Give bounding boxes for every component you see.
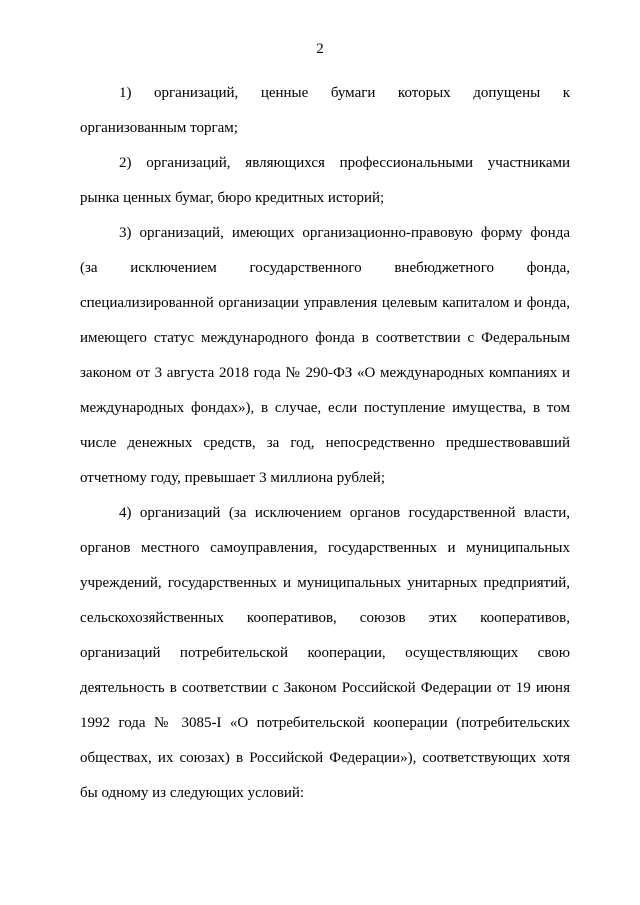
paragraph-2-line-1: 2) организаций, являющихся профессиональными участниками: [119, 155, 570, 171]
paragraph-4-line-2: органов местного самоуправления, государственных и муниципальных: [80, 540, 570, 556]
paragraph-4-line-4: сельскохозяйственных кооперативов, союзов этих кооперативов,: [80, 610, 570, 626]
paragraph-3-line-4: имеющего статус международного фонда в соответствии с Федеральным: [80, 330, 570, 346]
paragraph-2-line-2: рынка ценных бумаг, бюро кредитных историй;: [80, 190, 385, 206]
paragraph-4-line-6: деятельность в соответствии с Законом Российской Федерации от 19 июня: [80, 680, 570, 696]
paragraph-4-line-9: бы одному из следующих условий:: [80, 785, 305, 801]
paragraph-1-line-1: 1) организаций, ценные бумаги которых допущены к: [119, 85, 570, 101]
paragraph-4-line-3: учреждений, государственных и муниципальных унитарных предприятий,: [80, 575, 570, 591]
paragraph-3-line-7: числе денежных средств, за год, непосредственно предшествовавший: [80, 435, 570, 451]
page-number: 2: [316, 41, 324, 57]
paragraph-4-line-1: 4) организаций (за исключением органов государственной власти,: [119, 505, 570, 521]
paragraph-4-line-5: организаций потребительской кооперации, осуществляющих свою: [80, 645, 570, 661]
paragraph-1-line-2: организованным торгам;: [80, 120, 238, 136]
paragraph-3-line-1: 3) организаций, имеющих организационно-правовую форму фонда: [119, 225, 570, 241]
paragraph-4-line-7: 1992 года № 3085-I «О потребительской кооперации (потребительских: [80, 715, 570, 731]
paragraph-3-line-3: специализированной организации управления целевым капиталом и фонда,: [80, 295, 570, 311]
paragraph-3-line-5: законом от 3 августа 2018 года № 290-ФЗ «О международных компаниях и: [80, 365, 570, 381]
paragraph-3-line-6: международных фондах»), в случае, если поступление имущества, в том: [80, 400, 570, 416]
paragraph-4-line-8: обществах, их союзах) в Российской Федерации»), соответствующих хотя: [80, 750, 570, 766]
paragraph-3-line-2: (за исключением государственного внебюджетного фонда,: [80, 260, 570, 276]
paragraph-3-line-8: отчетному году, превышает 3 миллиона рублей;: [80, 470, 385, 486]
